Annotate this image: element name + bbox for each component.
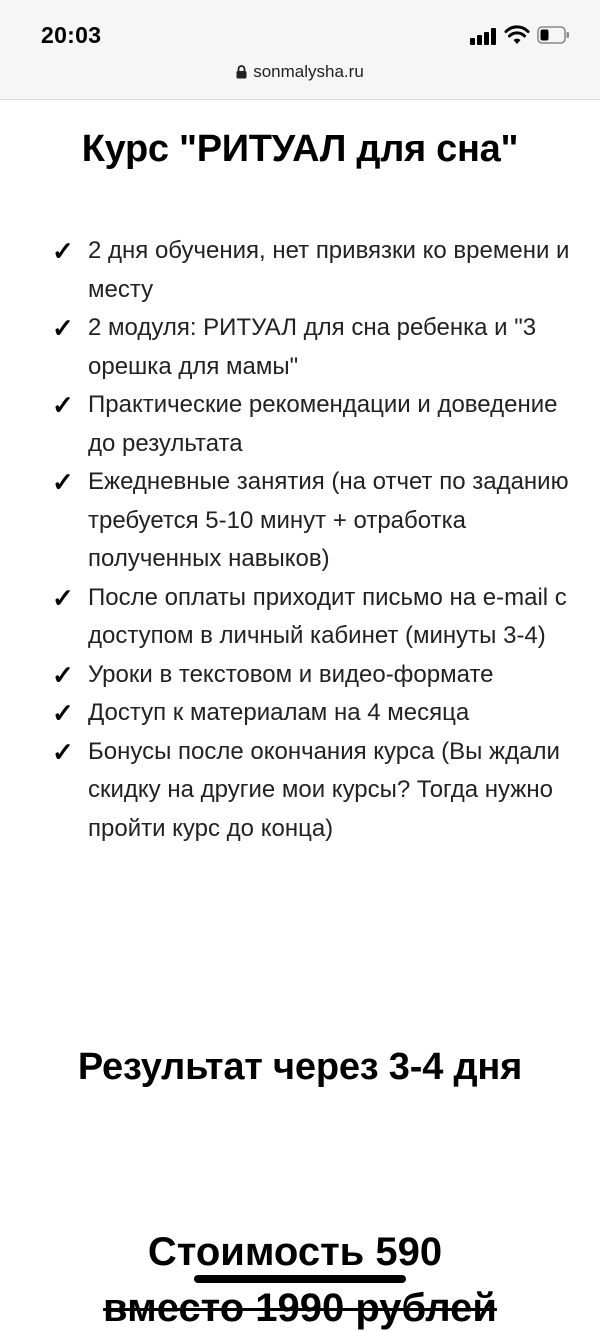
address-bar[interactable] [0,62,600,82]
feature-list [52,232,572,848]
status-time: 20:03 [41,22,102,48]
url-text: sonmalysha.ru [253,62,364,81]
feature-text: После оплаты приходит письмо на e-mail с доступом в личный кабинет (минуты 3-4) [88,583,567,649]
check-icon: ✓ [52,313,74,343]
old-price [0,1286,600,1331]
check-icon: ✓ [52,582,74,613]
price-underline [194,1275,406,1283]
feature-text: Практические рекомендации и доведение до результата [88,391,558,457]
course-title: Курс "РИТУАЛ для сна" [81,128,519,170]
check-icon: ✓ [52,390,74,420]
result-title: Результат через 3-4 дня [77,1046,523,1088]
feature-item [52,386,572,463]
feature-item [52,579,572,656]
feature-item [52,463,572,579]
check-icon: ✓ [52,236,74,266]
feature-item [52,656,572,695]
feature-text: Бонусы после окончания курса (Вы ждали скидку на другие мои курсы? Тогда нужно пройти курс до конца) [88,737,560,842]
check-icon: ✓ [52,467,74,497]
feature-text: Ежедневные занятия (на отчет по заданию требуется 5-10 минут + отработка полученных навыков) [88,468,569,572]
lock-icon [236,65,247,79]
status-bar [0,0,600,100]
signal-icon [470,27,500,45]
feature-item [52,733,572,849]
check-icon: ✓ [52,698,74,728]
wifi-icon [504,25,530,45]
feature-text: 2 модуля: РИТУАЛ для сна ребенка и "3 орешка для мамы" [88,314,537,380]
feature-item [52,694,572,733]
old-price-text: вместо 1990 рублей [103,1286,497,1330]
price-title: Стоимость 590 [147,1230,443,1274]
battery-icon [537,26,570,44]
feature-item [52,232,572,309]
check-icon: ✓ [52,659,74,690]
check-icon: ✓ [52,736,74,767]
feature-text: 2 дня обучения, нет привязки ко времени и месту [88,237,570,303]
feature-text: Уроки в текстовом и видео-формате [88,660,494,688]
feature-text: Доступ к материалам на 4 месяца [88,699,470,726]
feature-item [52,309,572,386]
